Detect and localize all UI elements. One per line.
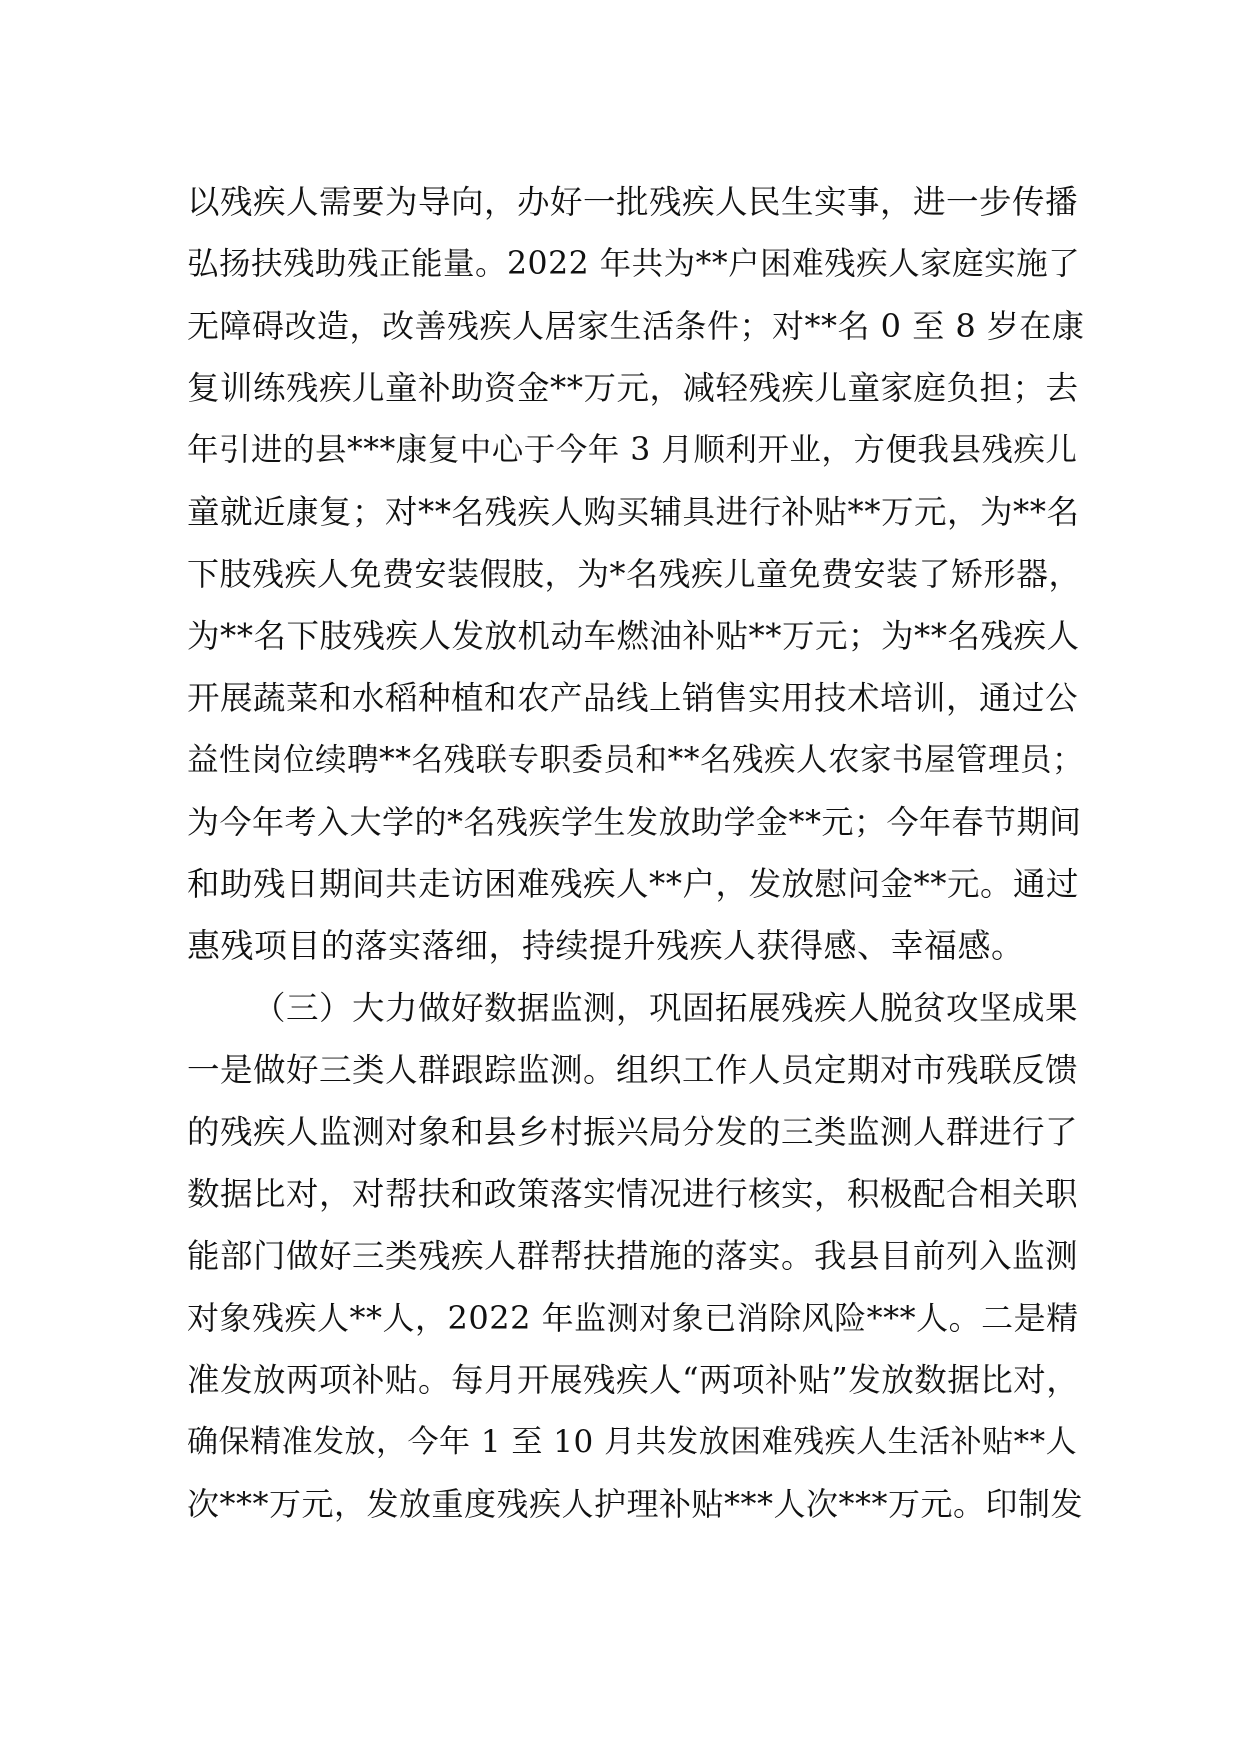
text-line: 和助残日期间共走访困难残疾人**户，发放慰问金**元。通过 <box>187 865 1080 903</box>
text-line: 为今年考入大学的*名残疾学生发放助学金**元；今年春节期间 <box>187 803 1082 841</box>
text-line: 对象残疾人**人，2022 年监测对象已消除风险***人。二是精 <box>187 1299 1079 1337</box>
text-line: 一是做好三类人群跟踪监测。组织工作人员定期对市残联反馈 <box>187 1051 1079 1089</box>
text-line: 开展蔬菜和水稻种植和农产品线上销售实用技术培训，通过公 <box>187 679 1079 717</box>
text-line: 的残疾人监测对象和县乡村振兴局分发的三类监测人群进行了 <box>187 1113 1079 1151</box>
text-line: 数据比对，对帮扶和政策落实情况进行核实，积极配合相关职 <box>187 1175 1079 1213</box>
text-line: 准发放两项补贴。每月开展残疾人“两项补贴”发放数据比对， <box>187 1361 1080 1399</box>
text-line: 益性岗位续聘**名残联专职委员和**名残疾人农家书屋管理员； <box>187 742 1085 778</box>
text-line: 年引进的县***康复中心于今年 3 月顺利开业，方便我县残疾儿 <box>187 432 1078 468</box>
text-line: 童就近康复；对**名残疾人购买辅具进行补贴**万元，为**名 <box>187 493 1080 531</box>
text-line: 惠残项目的落实落细，持续提升残疾人获得感、幸福感。 <box>187 926 1025 965</box>
text-line: 弘扬扶残助残正能量。2022 年共为**户困难残疾人家庭实施了 <box>187 246 1081 282</box>
section-heading: （三）大力做好数据监测，巩固拓展残疾人脱贫攻坚成果 <box>253 989 1079 1027</box>
text-line: 下肢残疾人免费安装假肢，为*名残疾儿童免费安装了矫形器， <box>187 555 1082 593</box>
text-line: 复训练残疾儿童补助资金**万元，减轻残疾儿童家庭负担；去 <box>187 369 1079 407</box>
text-line: 次***万元，发放重度残疾人护理补贴***人次***万元。印制发 <box>187 1485 1084 1523</box>
text-line: 无障碍改造，改善残疾人居家生活条件；对**名 0 至 8 岁在康 <box>187 307 1085 345</box>
text-line: 确保精准发放，今年 1 至 10 月共发放困难残疾人生活补贴**人 <box>187 1424 1078 1460</box>
text-line: 为**名下肢残疾人发放机动车燃油补贴**万元；为**名残疾人 <box>187 617 1080 655</box>
text-line: 能部门做好三类残疾人群帮扶措施的落实。我县目前列入监测 <box>187 1237 1079 1275</box>
text-line: 以残疾人需要为导向，办好一批残疾人民生实事，进一步传播 <box>187 183 1079 221</box>
